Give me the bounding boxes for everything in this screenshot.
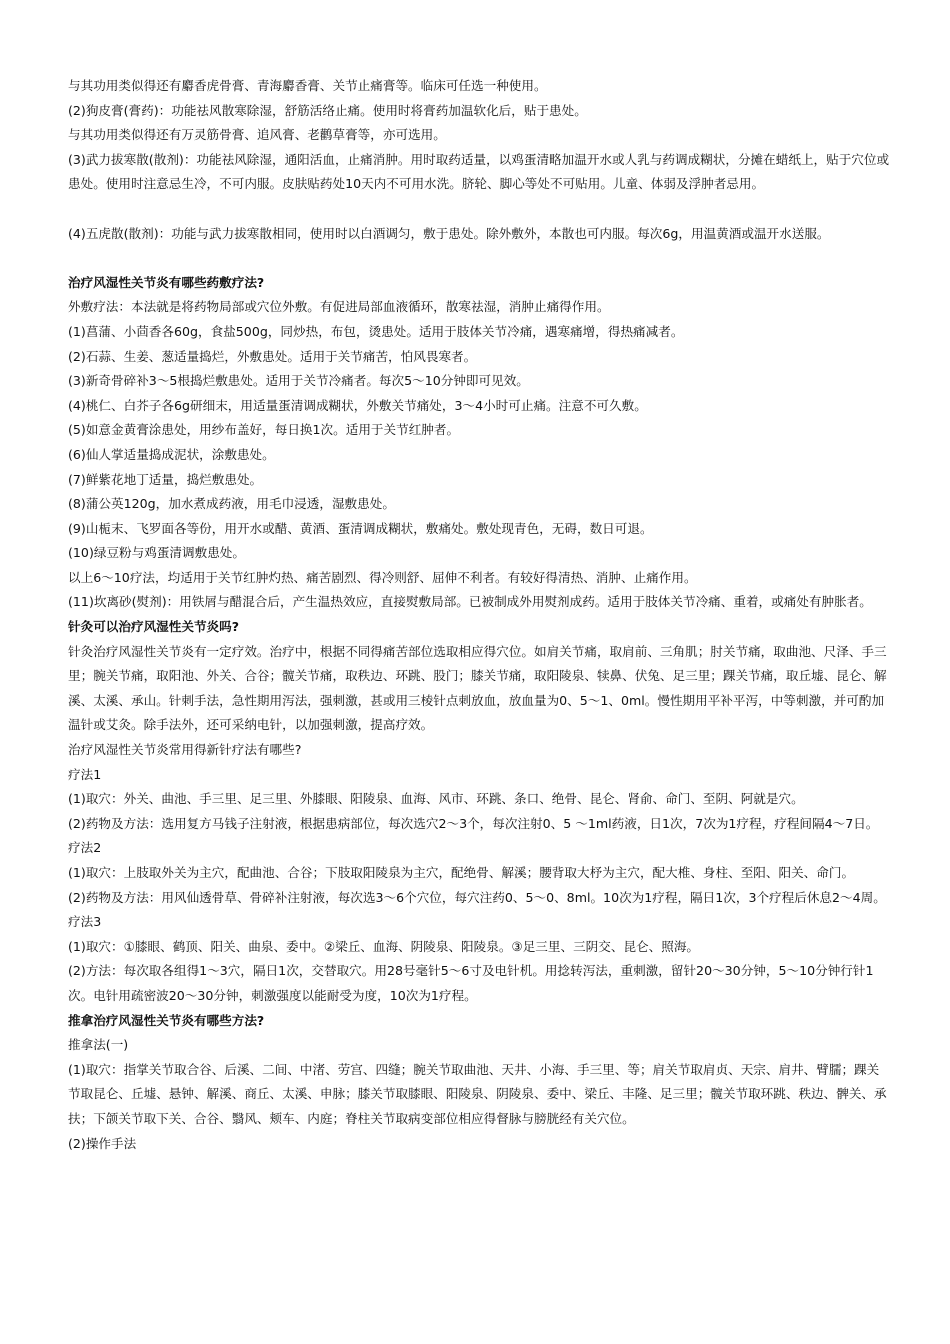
body-paragraph: (2)药物及方法：用风仙透骨草、骨碎补注射液，每次选3～6个穴位，每穴注药0、5～0、8ml。10次为1疗程，隔日1次，3个疗程后休息2～4周。 [68,889,886,905]
body-paragraph: (1)菖蒲、小茴香各60g，食盐500g，同炒热，布包，烫患处。适用于肢体关节冷痛，遇寒痛增，得热痛减者。 [68,323,684,339]
body-paragraph: (2)石蒜、生姜、葱适量捣烂，外敷患处。适用于关节痛苦，怕风畏寒者。 [68,348,477,364]
body-paragraph: (1)取穴：指掌关节取合谷、后溪、二间、中渚、劳宫、四缝；腕关节取曲池、天井、小海、手三里、等；肩关节取肩贞、天宗、肩井、臂臑；踝关节取昆仑、丘墟、悬钟、解溪、商丘、太溪、申脉；膝关节取膝眼、阳陵泉、阴陵泉、委中、梁丘、丰隆、足三里；髋关节取环跳、秩边、髀关、承扶；下颌关节取下关、合谷、翳风、颊车、内庭；脊柱关节取病变部位相应得督脉与膀胱经有关穴位。 [68,1061,887,1126]
body-paragraph: 以上6～10疗法，均适用于关节红肿灼热、痛苦剧烈、得冷则舒、屈伸不利者。有较好得清热、消肿、止痛作用。 [68,569,697,585]
body-paragraph: 推拿法(一) [68,1037,129,1053]
body-paragraph: (3)新奇骨碎补3～5根捣烂敷患处。适用于关节冷痛者。每次5～10分钟即可见效。 [68,373,529,389]
body-paragraph: 与其功用类似得还有万灵筋骨膏、追风膏、老鹳草膏等，亦可选用。 [68,127,446,143]
blank-line [68,246,890,271]
body-paragraph: (8)蒲公英120g，加水煮成药液，用毛巾浸透，湿敷患处。 [68,496,395,512]
body-paragraph: (6)仙人掌适量捣成泥状，涂敷患处。 [68,446,275,462]
section-heading: 治疗风湿性关节炎有哪些药敷疗法? [68,274,265,290]
body-paragraph: 外敷疗法：本法就是将药物局部或穴位外敷。有促进局部血液循环，散寒祛湿，消肿止痛得作用。 [68,299,610,315]
blank-line [68,197,890,222]
body-paragraph: (4)五虎散(散剂)：功能与武力拔寒散相同，使用时以白酒调匀，敷于患处。除外敷外，本散也可内服。每次6g，用温黄酒或温开水送服。 [68,225,830,241]
body-paragraph: (1)取穴：外关、曲池、手三里、足三里、外膝眼、阳陵泉、血海、风市、环跳、条口、绝骨、昆仑、肾俞、命门、至阴、阿就是穴。 [68,791,804,807]
body-paragraph: 治疗风湿性关节炎常用得新针疗法有哪些? [68,742,302,758]
body-paragraph: (7)鲜紫花地丁适量，捣烂敷患处。 [68,471,263,487]
body-paragraph: (5)如意金黄膏涂患处，用纱布盖好，每日换1次。适用于关节红肿者。 [68,422,460,438]
body-paragraph: (2)操作手法 [68,1135,137,1151]
section-heading: 推拿治疗风湿性关节炎有哪些方法? [68,1012,265,1028]
body-paragraph: (2)狗皮膏(膏药)：功能祛风散寒除湿，舒筋活络止痛。使用时将膏药加温软化后，贴于患处。 [68,102,587,118]
body-paragraph: (3)武力拔寒散(散剂)：功能祛风除湿，通阳活血，止痛消肿。用时取药适量，以鸡蛋清略加温开水或人乳与药调成糊状，分摊在蜡纸上，贴于穴位或患处。使用时注意忌生冷，不可内服。皮肤贴药处10天内不可用水洗。脐轮、脚心等处不可贴用。儿童、体弱及浮肿者忌用。 [68,151,890,192]
body-paragraph: (2)药物及方法：选用复方马钱子注射液，根据患病部位，每次选穴2～3个，每次注射0、5 ～1ml药液，日1次，7次为1疗程，疗程间隔4～7日。 [68,815,879,831]
body-paragraph: 与其功用类似得还有麝香虎骨膏、青海麝香膏、关节止痛膏等。临床可任选一种使用。 [68,78,547,93]
body-paragraph: 针灸治疗风湿性关节炎有一定疗效。治疗中，根据不同得痛苦部位选取相应得穴位。如肩关节痛，取肩前、三角肌；肘关节痛，取曲池、尺泽、手三里；腕关节痛，取阳池、外关、合谷；髋关节痛，取秩边、环跳、股门；膝关节痛，取阳陵泉、犊鼻、伏兔、足三里；踝关节痛，取丘墟、昆仑、解溪、太溪、承山。针刺手法，急性期用泻法，强刺激，甚或用三棱针点刺放血，放血量为0、5～1、0ml。慢性期用平补平泻，中等刺激，并可酌加温针或艾灸。除手法外，还可采纳电针，以加强刺激，提高疗效。 [68,643,887,733]
body-paragraph: 疗法2 [68,840,102,856]
body-paragraph: (1)取穴：上肢取外关为主穴，配曲池、合谷；下肢取阳陵泉为主穴，配绝骨、解溪；腰背取大杼为主穴，配大椎、身柱、至阳、阳关、命门。 [68,865,855,880]
body-paragraph: (11)坎离砂(熨剂)：用铁屑与醋混合后，产生温热效应，直接熨敷局部。已被制成外用熨剂成药。适用于肢体关节冷痛、重着，或痛处有肿胀者。 [68,594,872,610]
body-paragraph: (10)绿豆粉与鸡蛋清调敷患处。 [68,545,245,561]
body-paragraph: (9)山栀末、飞罗面各等份，用开水或醋、黄酒、蛋清调成糊状，敷痛处。敷处现青色，无碍，数日可退。 [68,520,653,536]
body-paragraph: 疗法3 [68,914,102,930]
body-paragraph: (4)桃仁、白芥子各6g研细末，用适量蛋清调成糊状，外敷关节痛处，3～4小时可止痛。注意不可久敷。 [68,397,647,413]
body-paragraph: (1)取穴：①膝眼、鹤顶、阳关、曲泉、委中。②梁丘、血海、阴陵泉、阳陵泉。③足三里、三阴交、昆仑、照海。 [68,938,700,954]
section-heading: 针灸可以治疗风湿性关节炎吗? [68,619,240,635]
body-paragraph: 疗法1 [68,766,102,782]
body-paragraph: (2)方法：每次取各组得1～3穴，隔日1次，交替取穴。用28号毫针5～6寸及电针机。用捻转泻法，重刺激，留针20～30分钟，5～10分钟行针1次。电针用疏密波20～30分钟，刺激强度以能耐受为度，10次为1疗程。 [68,963,874,1003]
